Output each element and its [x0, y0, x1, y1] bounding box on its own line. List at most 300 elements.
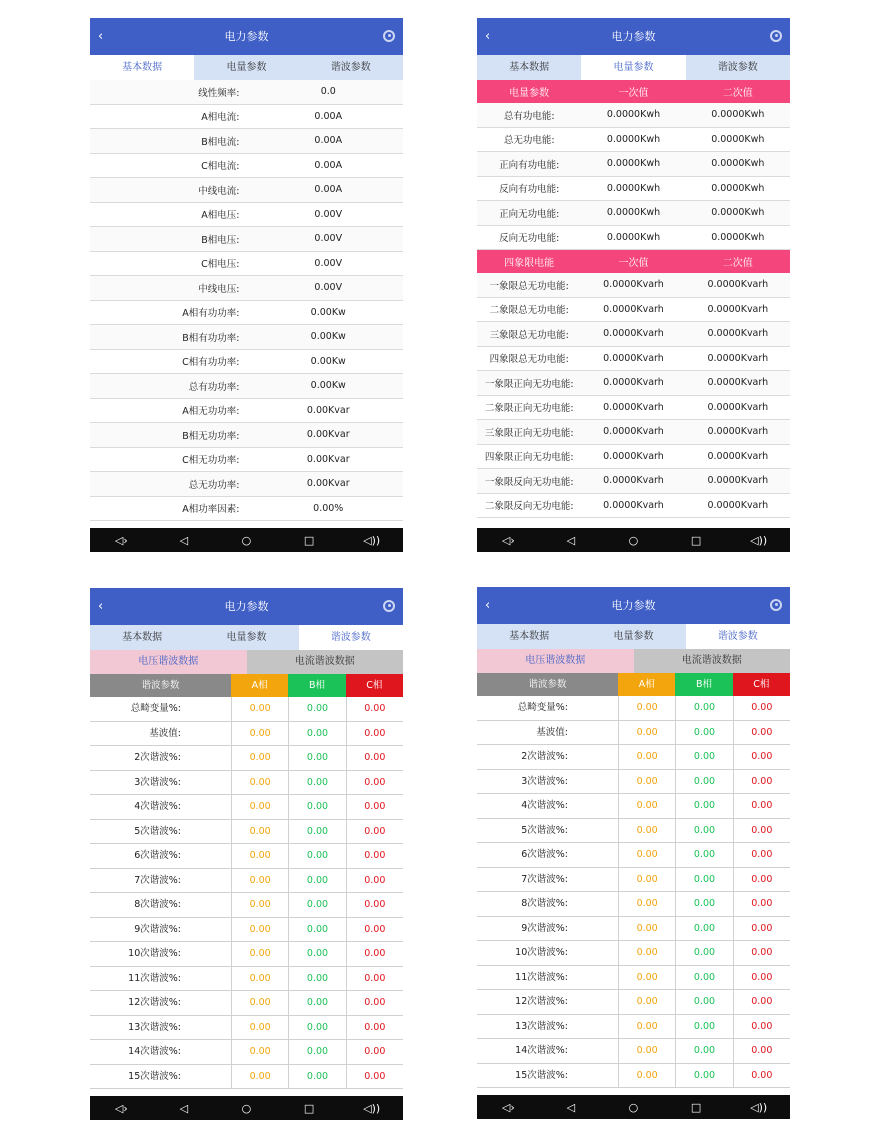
row-value: 0.00V [314, 257, 343, 269]
row-secondary-value: 0.0000Kwh [711, 207, 765, 219]
row-label: 11次谐波%: [515, 971, 568, 983]
phase-a-value: 0.00 [231, 918, 288, 942]
row-label: 四象限总无功电能: [489, 354, 569, 366]
row-value: 0.00Kvar [306, 429, 350, 441]
row-secondary-value: 0.0000Kvarh [707, 475, 769, 487]
row-primary-value: 0.0000Kvarh [603, 450, 664, 462]
row-label: C相电压: [201, 259, 240, 271]
table-row [477, 1064, 790, 1089]
phase-a-value: 0.00 [618, 794, 675, 818]
row-label: 15次谐波%: [515, 1069, 568, 1081]
row-primary-value: 0.0000Kwh [606, 231, 661, 243]
table-row [477, 445, 790, 470]
row-label: A相功率因素: [182, 504, 240, 516]
phase-a-value: 0.00 [618, 1064, 675, 1088]
table-row [90, 276, 403, 301]
row-secondary-value: 0.0000Kwh [711, 231, 765, 243]
row-value: 0.00A [314, 110, 343, 122]
phase-c-value: 0.00 [346, 869, 403, 893]
volume-down-icon[interactable]: ◁› [501, 533, 515, 547]
phase-c-value: 0.00 [733, 770, 790, 794]
phase-b-value: 0.00 [288, 967, 345, 991]
row-label: 中线电压: [198, 283, 240, 295]
phase-c-value: 0.00 [346, 893, 403, 917]
row-secondary-value: 0.0000Kvarh [707, 450, 769, 462]
table-row [90, 869, 403, 894]
tab-energy[interactable]: 电量参数 [581, 55, 685, 80]
table-row [477, 396, 790, 421]
row-secondary-value: 0.0000Kvarh [707, 303, 769, 315]
table-row [477, 494, 790, 519]
phase-b-value: 0.00 [288, 1065, 345, 1089]
phase-a-value: 0.00 [618, 892, 675, 916]
row-label: 一象限正向无功电能: [484, 378, 574, 390]
row-label: 中线电流: [198, 185, 240, 197]
screen-energy [477, 18, 790, 552]
header-cell-c: C相 [733, 673, 790, 696]
logo-icon [770, 30, 782, 42]
phase-a-value: 0.00 [231, 795, 288, 819]
energy-table [477, 103, 790, 250]
back-icon[interactable]: ‹ [98, 29, 104, 44]
row-label: 5次谐波%: [521, 824, 568, 836]
row-primary-value: 0.0000Kvarh [603, 303, 664, 315]
app-header [90, 588, 403, 625]
header-cell-c: C相 [346, 674, 403, 697]
table-row [90, 301, 403, 326]
phase-a-value: 0.00 [618, 721, 675, 745]
tab-energy[interactable]: 电量参数 [226, 62, 267, 73]
phase-b-value: 0.00 [288, 1016, 345, 1040]
table-row [477, 770, 790, 795]
row-label: 反向无功电能: [499, 233, 560, 245]
tab-energy[interactable]: 电量参数 [226, 632, 267, 643]
back-icon[interactable]: ‹ [98, 599, 104, 614]
android-nav-bar [477, 1095, 790, 1119]
row-value: 0.00A [314, 184, 343, 196]
phase-b-value: 0.00 [675, 819, 732, 843]
header-cell: 谐波参数 [90, 674, 231, 697]
table-row [477, 177, 790, 202]
header-cell: 电量参数 [509, 88, 550, 99]
phase-b-value: 0.00 [288, 942, 345, 966]
harmonic-subtabs [90, 650, 403, 674]
row-label: 线性频率: [198, 87, 240, 99]
phase-a-value: 0.00 [231, 746, 288, 770]
row-primary-value: 0.0000Kwh [606, 182, 661, 194]
table-row [477, 322, 790, 347]
row-label: 2次谐波%: [521, 751, 568, 762]
row-primary-value: 0.0000Kvarh [603, 499, 664, 511]
subtab-voltage-harmonic[interactable]: 电压谐波数据 [477, 649, 634, 673]
phase-c-value: 0.00 [733, 966, 790, 990]
row-secondary-value: 0.0000Kvarh [707, 352, 769, 364]
phase-a-value: 0.00 [618, 819, 675, 843]
phase-a-value: 0.00 [231, 1065, 288, 1089]
row-label: 基波值: [536, 726, 568, 738]
row-label: 二象限总无功电能: [489, 305, 569, 317]
row-label: 6次谐波%: [134, 850, 181, 861]
tab-bar [477, 624, 790, 649]
row-value: 0.00A [314, 135, 343, 147]
row-label: 8次谐波%: [521, 898, 568, 909]
table-row [477, 868, 790, 893]
row-primary-value: 0.0000Kwh [606, 158, 661, 170]
harmonic-subtabs [477, 649, 790, 673]
table-row [90, 154, 403, 179]
row-secondary-value: 0.0000Kvarh [707, 499, 769, 511]
phase-a-value: 0.00 [618, 770, 675, 794]
phase-c-value: 0.00 [733, 990, 790, 1014]
nav-home-icon[interactable]: ○ [628, 1100, 639, 1114]
table-row [90, 771, 403, 796]
nav-home-icon[interactable]: ○ [241, 533, 252, 547]
table-row [477, 990, 790, 1015]
subtab-voltage-harmonic[interactable]: 电压谐波数据 [90, 650, 247, 674]
tab-harmonic[interactable]: 谐波参数 [717, 62, 758, 73]
nav-home-icon[interactable]: ○ [241, 1101, 252, 1115]
phase-b-value: 0.00 [675, 843, 732, 867]
logo-icon [383, 600, 395, 612]
harmonic-header [477, 673, 790, 696]
row-label: 4次谐波%: [521, 800, 568, 811]
harmonic-table [477, 696, 790, 1088]
phase-b-value: 0.00 [675, 966, 732, 990]
phase-a-value: 0.00 [618, 843, 675, 867]
table-row [477, 892, 790, 917]
row-primary-value: 0.0000Kvarh [603, 328, 664, 340]
table-row [477, 152, 790, 177]
row-label: B相电流: [201, 136, 240, 148]
row-label: 7次谐波%: [521, 873, 568, 885]
table-row [90, 203, 403, 228]
table-row [90, 967, 403, 992]
phase-a-value: 0.00 [618, 966, 675, 990]
row-secondary-value: 0.0000Kwh [711, 109, 765, 121]
phase-c-value: 0.00 [733, 1015, 790, 1039]
table-row [90, 844, 403, 869]
row-label: 总畸变量%: [130, 703, 181, 714]
phase-b-value: 0.00 [675, 990, 732, 1014]
phase-c-value: 0.00 [733, 941, 790, 965]
table-row [90, 399, 403, 424]
header-cell: 谐波参数 [477, 673, 618, 696]
quadrant-table [477, 273, 790, 518]
page-title: 电力参数 [611, 599, 656, 612]
phase-c-value: 0.00 [733, 745, 790, 769]
row-label: 总无功功率: [188, 479, 240, 491]
table-row [90, 105, 403, 130]
phase-a-value: 0.00 [231, 820, 288, 844]
back-icon[interactable]: ‹ [485, 29, 491, 44]
screen-harmonic-left [90, 588, 403, 1120]
page-title: 电力参数 [224, 30, 269, 43]
phase-c-value: 0.00 [346, 771, 403, 795]
header-cell-b: B相 [675, 673, 732, 696]
row-label: 三象限正向无功电能: [484, 427, 574, 439]
phase-c-value: 0.00 [346, 1065, 403, 1089]
nav-back-icon[interactable]: ◁ [179, 533, 189, 547]
row-label: A相有功功率: [182, 308, 240, 320]
phase-c-value: 0.00 [733, 696, 790, 720]
row-value: 0.00Kvar [306, 478, 350, 490]
phase-a-value: 0.00 [231, 844, 288, 868]
row-label: 6次谐波%: [521, 849, 568, 860]
row-label: 3次谐波%: [521, 775, 568, 787]
header-cell-b: B相 [288, 674, 345, 697]
phase-b-value: 0.00 [288, 820, 345, 844]
row-label: C相有功功率: [182, 357, 240, 369]
row-label: A相电流: [201, 112, 240, 124]
table-row [90, 820, 403, 845]
row-label: 12次谐波%: [128, 997, 181, 1008]
phase-c-value: 0.00 [346, 991, 403, 1015]
row-primary-value: 0.0000Kwh [606, 207, 661, 219]
tab-harmonic[interactable]: 谐波参数 [686, 624, 790, 649]
row-label: 基波值: [149, 727, 181, 739]
volume-up-icon[interactable]: ◁)) [363, 1101, 381, 1115]
table-row [90, 1016, 403, 1041]
phase-b-value: 0.00 [675, 1064, 732, 1088]
header-cell-a: A相 [231, 674, 288, 697]
row-label: A相电压: [201, 210, 240, 222]
row-secondary-value: 0.0000Kvarh [707, 426, 769, 438]
row-label: 10次谐波%: [515, 947, 568, 958]
nav-recents-icon[interactable]: □ [303, 1101, 315, 1115]
row-label: 13次谐波%: [128, 1021, 181, 1033]
phase-b-value: 0.00 [675, 794, 732, 818]
phase-c-value: 0.00 [346, 918, 403, 942]
android-nav-bar [90, 528, 403, 552]
android-nav-bar [90, 1096, 403, 1120]
row-label: 二象限反向无功电能: [484, 501, 574, 513]
row-secondary-value: 0.0000Kwh [711, 158, 765, 170]
table-row [477, 696, 790, 721]
table-row [477, 469, 790, 494]
table-row [477, 226, 790, 251]
subtab-current-harmonic[interactable]: 电流谐波数据 [634, 649, 791, 673]
phase-c-value: 0.00 [346, 722, 403, 746]
table-row [477, 794, 790, 819]
phase-c-value: 0.00 [733, 917, 790, 941]
table-row [90, 918, 403, 943]
phase-b-value: 0.00 [288, 697, 345, 721]
phase-a-value: 0.00 [618, 696, 675, 720]
phase-c-value: 0.00 [733, 892, 790, 916]
phase-c-value: 0.00 [346, 746, 403, 770]
row-label: 9次谐波%: [521, 922, 568, 934]
screen-basic-data [90, 18, 403, 552]
row-value: 0.00Kw [310, 355, 346, 367]
row-label: 总有功电能: [503, 110, 555, 122]
phase-c-value: 0.00 [346, 1016, 403, 1040]
table-row [90, 1040, 403, 1065]
nav-recents-icon[interactable]: □ [690, 1100, 702, 1114]
table-row [477, 420, 790, 445]
tab-basic-data[interactable]: 基本数据 [509, 62, 550, 73]
phase-b-value: 0.00 [288, 1040, 345, 1064]
table-row [90, 423, 403, 448]
nav-recents-icon[interactable]: □ [303, 533, 315, 547]
tab-harmonic[interactable]: 谐波参数 [299, 625, 403, 650]
row-label: 一象限总无功电能: [489, 280, 569, 292]
header-cell-a: A相 [618, 673, 675, 696]
table-row [90, 991, 403, 1016]
phase-a-value: 0.00 [231, 942, 288, 966]
logo-icon [383, 30, 395, 42]
phase-b-value: 0.00 [675, 745, 732, 769]
phase-b-value: 0.00 [675, 696, 732, 720]
phase-b-value: 0.00 [288, 869, 345, 893]
row-label: 三象限总无功电能: [489, 329, 569, 341]
row-value: 0.00Kvar [306, 453, 350, 465]
energy-header [477, 80, 790, 103]
phase-b-value: 0.00 [675, 917, 732, 941]
table-row [477, 819, 790, 844]
volume-up-icon[interactable]: ◁)) [363, 533, 381, 547]
row-label: 总有功功率: [188, 381, 240, 393]
harmonic-table [90, 697, 403, 1089]
phase-b-value: 0.00 [675, 868, 732, 892]
phase-a-value: 0.00 [231, 1016, 288, 1040]
table-row [90, 746, 403, 771]
table-row [477, 371, 790, 396]
nav-recents-icon[interactable]: □ [690, 533, 702, 547]
row-value: 0.00Kw [310, 306, 346, 318]
row-label: B相电压: [201, 234, 240, 246]
row-secondary-value: 0.0000Kvarh [707, 279, 769, 291]
tab-basic-data[interactable]: 基本数据 [509, 631, 550, 642]
header-cell: 二次值 [722, 258, 753, 269]
row-label: A相无功功率: [182, 406, 240, 418]
table-row [90, 795, 403, 820]
phase-b-value: 0.00 [675, 1015, 732, 1039]
row-value: 0.00Kw [310, 331, 346, 343]
table-row [477, 298, 790, 323]
phase-a-value: 0.00 [231, 869, 288, 893]
volume-up-icon[interactable]: ◁)) [750, 533, 768, 547]
row-primary-value: 0.0000Kvarh [603, 401, 664, 413]
header-cell: 二次值 [722, 88, 753, 99]
phase-a-value: 0.00 [618, 1039, 675, 1063]
app-header [90, 18, 403, 55]
table-row [90, 448, 403, 473]
row-primary-value: 0.0000Kwh [606, 133, 661, 145]
basic-table [90, 80, 403, 521]
row-value: 0.00% [313, 502, 344, 514]
row-label: 9次谐波%: [134, 923, 181, 935]
header-cell: 一次值 [618, 88, 649, 99]
row-primary-value: 0.0000Kvarh [603, 377, 664, 389]
table-row [477, 745, 790, 770]
quadrant-header [477, 250, 790, 273]
page-title: 电力参数 [611, 30, 656, 43]
phase-a-value: 0.00 [231, 893, 288, 917]
row-secondary-value: 0.0000Kwh [711, 133, 765, 145]
row-label: 正向有功电能: [499, 159, 560, 171]
row-label: 14次谐波%: [128, 1046, 181, 1057]
phase-a-value: 0.00 [618, 990, 675, 1014]
phase-b-value: 0.00 [288, 844, 345, 868]
table-row [90, 227, 403, 252]
row-label: 总畸变量%: [517, 702, 568, 713]
volume-down-icon[interactable]: ◁› [114, 1101, 128, 1115]
row-primary-value: 0.0000Kvarh [603, 352, 664, 364]
row-primary-value: 0.0000Kwh [606, 109, 661, 121]
phase-a-value: 0.00 [618, 917, 675, 941]
row-label: 7次谐波%: [134, 874, 181, 886]
row-label: 11次谐波%: [128, 972, 181, 984]
volume-up-icon[interactable]: ◁)) [750, 1100, 768, 1114]
table-row [90, 893, 403, 918]
tab-energy[interactable]: 电量参数 [613, 631, 654, 642]
row-label: 一象限反向无功电能: [484, 476, 574, 488]
table-row [90, 942, 403, 967]
phase-c-value: 0.00 [346, 942, 403, 966]
table-row [90, 178, 403, 203]
phase-a-value: 0.00 [618, 941, 675, 965]
phase-c-value: 0.00 [733, 1039, 790, 1063]
table-row [90, 1065, 403, 1090]
phase-a-value: 0.00 [231, 697, 288, 721]
nav-back-icon[interactable]: ◁ [566, 533, 576, 547]
row-label: 8次谐波%: [134, 899, 181, 910]
row-label: C相电流: [201, 161, 240, 173]
phase-a-value: 0.00 [231, 1040, 288, 1064]
table-row [477, 966, 790, 991]
volume-down-icon[interactable]: ◁› [501, 1100, 515, 1114]
row-label: 正向无功电能: [499, 208, 560, 220]
back-icon[interactable]: ‹ [485, 598, 491, 613]
row-secondary-value: 0.0000Kvarh [707, 377, 769, 389]
nav-back-icon[interactable]: ◁ [566, 1100, 576, 1114]
table-row [90, 350, 403, 375]
nav-back-icon[interactable]: ◁ [179, 1101, 189, 1115]
table-row [90, 252, 403, 277]
nav-home-icon[interactable]: ○ [628, 533, 639, 547]
phase-b-value: 0.00 [288, 771, 345, 795]
phase-c-value: 0.00 [733, 1064, 790, 1088]
row-value: 0.00Kvar [306, 404, 350, 416]
row-label: 2次谐波%: [134, 752, 181, 763]
phase-b-value: 0.00 [675, 941, 732, 965]
page-title: 电力参数 [224, 600, 269, 613]
subtab-current-harmonic[interactable]: 电流谐波数据 [247, 650, 404, 674]
phase-c-value: 0.00 [346, 967, 403, 991]
table-row [90, 80, 403, 105]
row-value: 0.00A [314, 159, 343, 171]
app-header [477, 587, 790, 624]
phase-b-value: 0.00 [288, 893, 345, 917]
tab-basic-data[interactable]: 基本数据 [122, 632, 163, 643]
logo-icon [770, 599, 782, 611]
phase-c-value: 0.00 [733, 868, 790, 892]
row-label: 四象限正向无功电能: [484, 452, 574, 464]
phase-c-value: 0.00 [346, 795, 403, 819]
row-label: 14次谐波%: [515, 1045, 568, 1056]
screen-harmonic-right [477, 587, 790, 1119]
tab-harmonic[interactable]: 谐波参数 [330, 62, 371, 73]
row-label: 15次谐波%: [128, 1070, 181, 1082]
row-value: 0.0 [320, 86, 336, 98]
table-row [477, 103, 790, 128]
volume-down-icon[interactable]: ◁› [114, 533, 128, 547]
harmonic-header [90, 674, 403, 697]
row-primary-value: 0.0000Kvarh [603, 426, 664, 438]
row-value: 0.00V [314, 233, 343, 245]
row-label: 5次谐波%: [134, 825, 181, 837]
tab-basic-data[interactable]: 基本数据 [90, 55, 194, 80]
